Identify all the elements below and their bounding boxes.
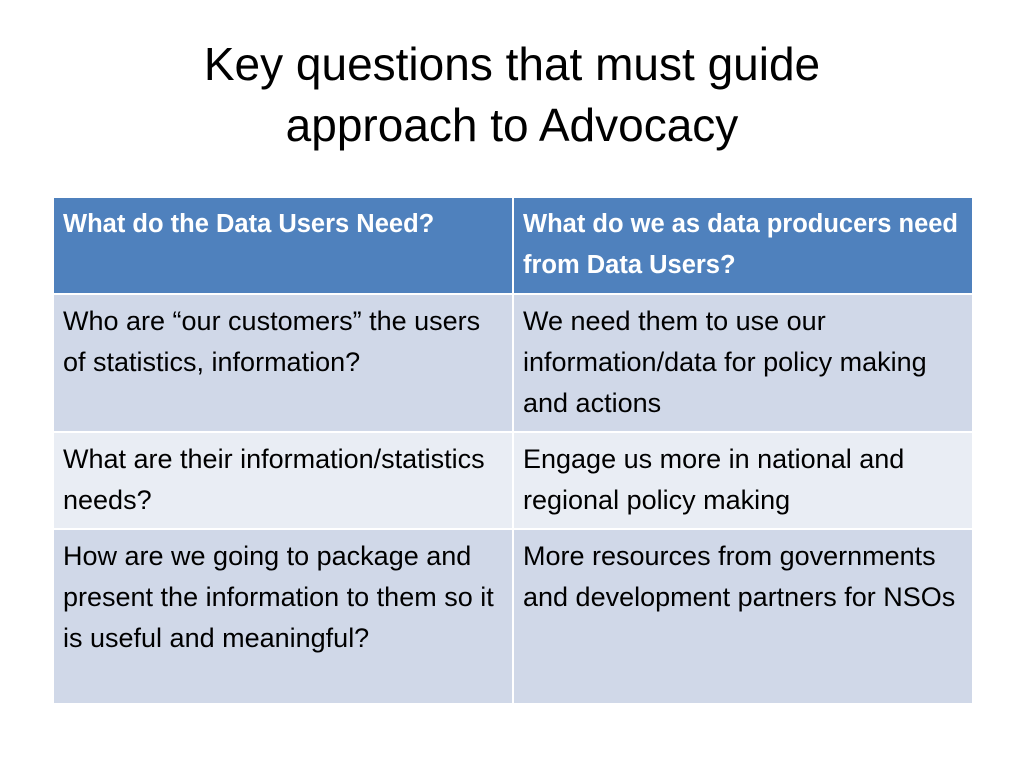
questions-table [52,196,974,705]
table-row [53,432,973,529]
header-producers-need: What do we as data producers need from Data Users? [513,197,973,294]
table-cell: Engage us more in national and regional policy making [513,432,973,529]
table-cell: How are we going to package and present the information to them so it is useful and meaningful? [53,529,513,704]
header-data-users-need: What do the Data Users Need? [53,197,513,294]
slide-title: Key questions that must guide approach to Advocacy [203,38,821,151]
table-cell: We need them to use our information/data for policy making and actions [513,294,973,432]
table-cell: What are their information/statistics needs? [53,432,513,529]
table-row [53,294,973,432]
table-cell: Who are “our customers” the users of statistics, information? [53,294,513,432]
table-cell: More resources from governments and development partners for NSOs [513,529,973,704]
table-row [53,529,973,704]
table-header-row [53,197,973,294]
